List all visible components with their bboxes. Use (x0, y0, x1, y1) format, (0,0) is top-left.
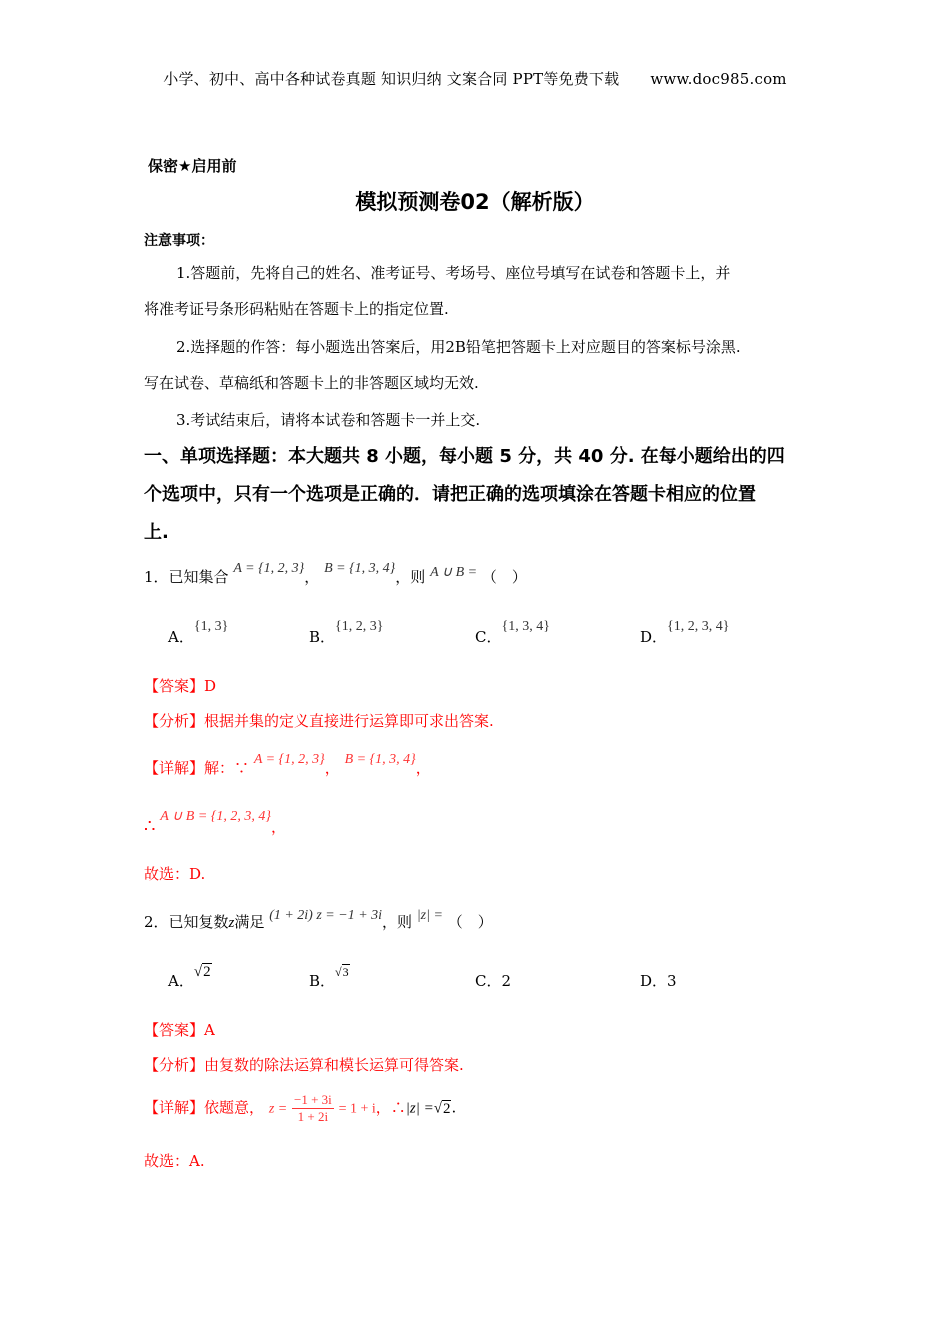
q1-prefix: 1．已知集合 (144, 568, 229, 586)
q2-paren: （ ） (447, 913, 493, 931)
header-text: 小学、初中、高中各种试卷真题 知识归纳 文案合同 PPT等免费下载 (163, 70, 620, 88)
q2-prefix: 2．已知复数 (144, 913, 229, 931)
detail-tag: 【详解】 (144, 1098, 205, 1117)
detail-comma: ， (324, 759, 340, 777)
q1-option-a[interactable] (168, 619, 229, 647)
notice-heading: 注意事项： (144, 233, 214, 249)
q1-comma: ， (304, 568, 320, 586)
detail-tag: 【详解】 (144, 759, 205, 777)
option-value: {1, 2, 3} (335, 619, 384, 634)
q2-option-d[interactable] (640, 970, 677, 991)
option-value: {1, 2, 3, 4} (667, 619, 730, 634)
option-label: B． (309, 972, 336, 990)
q1-expr: A ∪ B = (430, 565, 478, 580)
detail-prefix: 解：∵ (204, 759, 250, 777)
radicand: 3 (342, 965, 349, 979)
q1-option-d[interactable] (640, 619, 730, 647)
q1-option-b[interactable] (309, 619, 384, 647)
option-label: D． (640, 628, 668, 646)
notice-item-3: 3.考试结束后，请将本试卷和答题卡一并上交. (176, 411, 481, 429)
q2-option-c[interactable] (475, 970, 511, 991)
header-url[interactable]: www.doc985.com (650, 70, 787, 88)
answer-value: A (204, 1021, 215, 1039)
fraction-numerator: −1 + 3i (294, 1092, 332, 1107)
detail-text: 依题意， (204, 1098, 265, 1117)
sqrt-expr: √2 (433, 1100, 451, 1117)
notice-item-1-line-2: 将准考证号条形码粘贴在答题卡上的指定位置. (144, 300, 449, 318)
q2-option-b[interactable] (309, 965, 350, 991)
fraction-denominator: 1 + 2i (297, 1109, 329, 1124)
q2-satisfy: 满足 (234, 913, 265, 931)
option-value: {1, 3, 4} (501, 619, 550, 634)
option-value: {1, 3} (193, 619, 229, 634)
answer-tag: 【答案】 (144, 677, 205, 695)
section-heading-line-2: 个选项中，只有一个选项是正确的．请把正确的选项填涂在答题卡相应的位置 (144, 484, 756, 505)
q2-answer (144, 1019, 215, 1040)
q2-detail (144, 1092, 456, 1125)
modulus-equals: |z| = (405, 1100, 434, 1117)
answer-value: D (204, 677, 217, 695)
z-equals: z = (268, 1101, 288, 1117)
page-title: 模拟预测卷02（解析版） (355, 190, 595, 214)
option-label: A． (168, 972, 194, 990)
option-value: 3 (667, 972, 677, 990)
option-label: B． (309, 628, 336, 646)
therefore-symbol: ∴ (144, 816, 156, 837)
option-label: C． (475, 628, 502, 646)
q1-set-b: B = {1, 3, 4} (324, 561, 396, 576)
equation-result: = 1 + i (338, 1101, 376, 1117)
q2-modulus: |z| = (416, 908, 443, 923)
analysis-text: 根据并集的定义直接进行运算即可求出答案. (204, 712, 494, 730)
sqrt-expr: √3 (335, 965, 349, 979)
detail-set-b: B = {1, 3, 4} (344, 752, 416, 767)
q1-paren: （ ） (481, 568, 527, 586)
radicand: 2 (442, 1100, 451, 1117)
q2-choose: 故选：A. (144, 1152, 205, 1170)
result-end: ， (270, 818, 286, 836)
section-heading-line-1: 一、单项选择题：本大题共 8 小题，每小题 5 分，共 40 分. 在每小题给出的四 (144, 446, 785, 467)
q1-result (144, 809, 286, 837)
analysis-tag: 【分析】 (144, 712, 205, 730)
option-value: 2 (501, 972, 512, 990)
q1-analysis (144, 710, 494, 731)
q2-then: ，则 (382, 913, 413, 931)
q1-choose: 故选：D. (144, 865, 206, 883)
notice-item-2-line-2: 写在试卷、草稿纸和答题卡上的非答题区域均无效. (144, 374, 479, 392)
question-2-stem (144, 908, 493, 932)
q2-analysis (144, 1054, 464, 1075)
result-expr: A ∪ B = {1, 2, 3, 4} (160, 809, 271, 824)
option-label: A． (168, 628, 194, 646)
q2-var: z (228, 915, 235, 931)
q1-answer (144, 675, 216, 696)
confidential-label: 保密★启用前 (148, 157, 237, 175)
period: . (451, 1098, 457, 1117)
option-label: C． (475, 972, 502, 990)
fraction (292, 1092, 334, 1125)
radicand: 2 (203, 964, 211, 980)
analysis-text: 由复数的除法运算和模长运算可得答案. (204, 1056, 464, 1074)
sqrt-expr: √2 (193, 964, 211, 980)
q1-then: ，则 (395, 568, 426, 586)
notice-item-1-line-1: 1.答题前，先将自己的姓名、准考证号、考场号、座位号填写在试卷和答题卡上，并 (176, 264, 731, 282)
q1-option-c[interactable] (475, 619, 550, 647)
analysis-tag: 【分析】 (144, 1056, 205, 1074)
detail-set-a: A = {1, 2, 3} (253, 752, 325, 767)
section-heading-line-3: 上. (144, 522, 169, 543)
therefore-mid: ，∴ (375, 1098, 406, 1117)
q2-equation: (1 + 2i) z = −1 + 3i (269, 908, 383, 923)
option-label: D． (640, 972, 668, 990)
question-1-stem (144, 561, 527, 587)
q1-detail (144, 752, 431, 778)
q1-set-a: A = {1, 2, 3} (233, 561, 305, 576)
detail-end: ， (415, 759, 431, 777)
answer-tag: 【答案】 (144, 1021, 205, 1039)
q2-option-a[interactable] (168, 964, 212, 991)
page-header (0, 68, 950, 89)
notice-item-2-line-1: 2.选择题的作答：每小题选出答案后，用2B铅笔把答题卡上对应题目的答案标号涂黑. (176, 338, 741, 356)
